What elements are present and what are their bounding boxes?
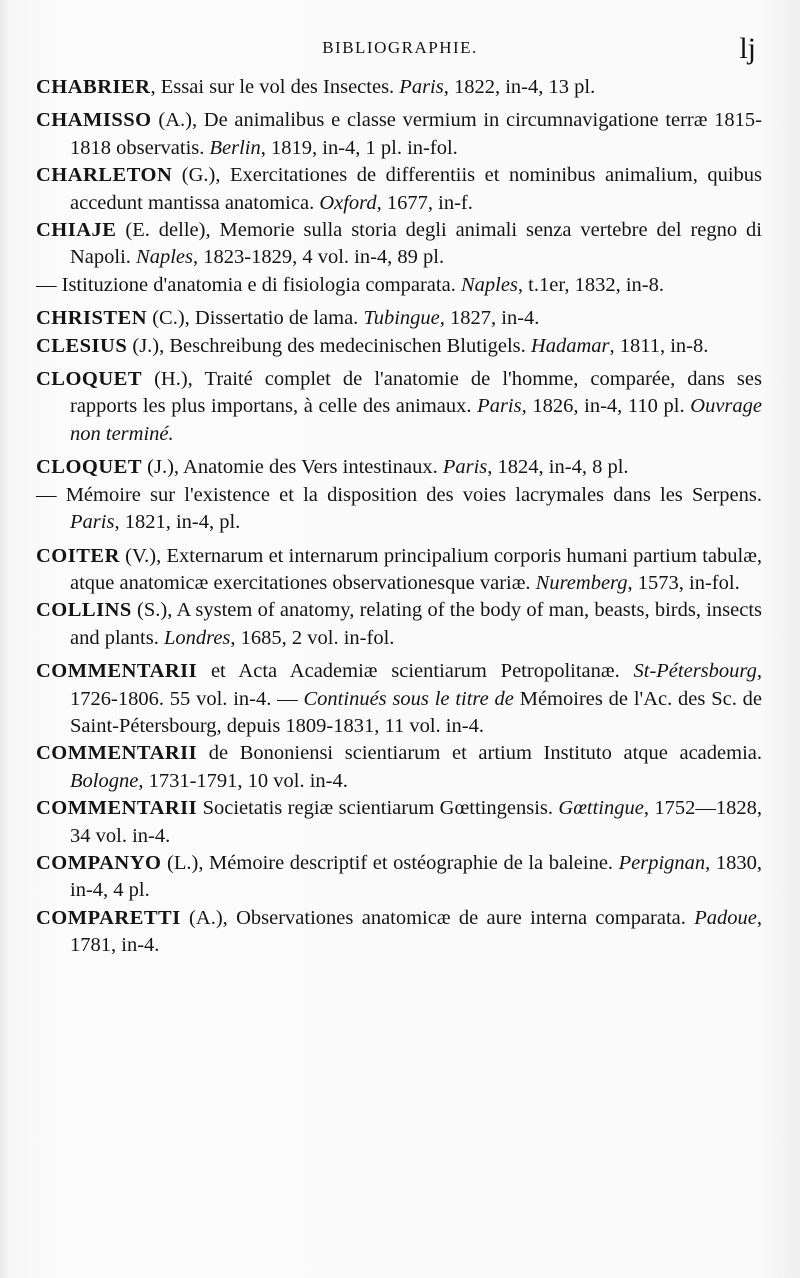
entry-rest: , 1830, in-4, 4 pl. [70,851,762,902]
entry-place: Tubingue [363,307,440,330]
entry-text: (J.), Anatomie des Vers intestinaux. [142,456,443,479]
entry-place: Hadamar [530,334,610,357]
entry-place: Gœttingue [558,797,644,820]
bibliography-entry [36,597,762,652]
entry-rest: , 1752—1828, 34 vol. in-4. [70,797,763,847]
entry-rest: , 1677, in-f. [376,191,473,214]
entry-rest: , 1573, in-fol. [627,571,740,594]
bibliography-entry [36,333,762,360]
bibliography-entry [36,74,762,101]
bibliography-entry [36,658,762,740]
entry-rest: , t.1er, 1832, in-8. [517,273,664,296]
entry-place: Nuremberg [535,571,628,594]
entry-author: CHAMISSO [36,109,152,132]
entry-author: CLOQUET [36,368,143,391]
entry-rest: , 1781, in-4. [70,906,762,957]
bibliography-entry [36,454,762,481]
entry-text: (L.), Mémoire descriptif et ostéographie de la baleine. [161,851,619,874]
entry-place: Paris [399,76,444,98]
entry-author: COLLINS [36,599,132,622]
entry-author: COITER [36,544,120,567]
entry-rest: , 1821, in-4, pl. [114,511,241,534]
bibliography-entry [36,850,762,905]
entry-place: Padoue [694,906,757,929]
entry-rest: , 1685, 2 vol. in-fol. [230,626,395,649]
entry-author: COMMENTARII [36,797,198,820]
entry-text: (A.), Observationes anatomicæ de aure interna comparata. [180,906,695,929]
bibliography-entry [36,107,762,162]
entry-author: CHRISTEN [36,307,148,330]
entry-place: Naples [460,273,518,296]
bibliography-entry [36,162,762,217]
entry-place: Londres [163,626,231,649]
entry-text: (C.), Dissertatio de lama. [147,307,364,330]
entry-rest: , 1824, in-4, 8 pl. [487,456,629,479]
entry-place: Berlin [209,136,261,159]
signature-mark: lj [739,32,756,65]
entry-text: (J.), Beschreibung des medecinischen Blutigels. [127,334,531,357]
entry-text: , Essai sur le vol des Insectes. [150,76,400,98]
entry-author: COMMENTARII [36,660,198,683]
entry-text: de Bononiensi scientiarum et artium Instituto atque academia. [197,742,762,765]
entry-rest: , 1823-1829, 4 vol. in-4, 89 pl. [193,246,445,269]
entry-author: COMPARETTI [36,906,181,929]
entry-author: CLOQUET [36,456,143,479]
entry-place: Naples [136,246,193,269]
entry-text: et Acta Academiæ scientiarum Petropolitanæ. [197,660,634,683]
entry-text: (G.), Exercitationes de differentiis et nominibus animalium, quibus accedunt mantissa anatomica. [70,164,762,214]
entry-place: Oxford [319,191,377,214]
bibliography-entry [36,272,762,299]
bibliography-entry [36,543,762,598]
entry-rest: , 1731-1791, 10 vol. in-4. [138,769,348,792]
entry-author: COMPANYO [36,851,162,874]
entry-tail: Mémoires de l'Ac. des Sc. de Saint-Pétersbourg, depuis 1809-1831, 11 vol. in-4. [70,687,762,737]
entry-place: Paris [477,395,522,418]
entry-note: Ouvrage non terminé. [70,395,762,445]
entry-place: Perpignan [618,851,706,874]
page-header [0,32,800,66]
entry-text: (A.), De animalibus e classe vermium in circumnavigatione terræ 1815-1818 observatis. [70,109,762,159]
entry-rest: , 1819, in-4, 1 pl. in-fol. [260,136,458,159]
entry-note: Continués sous le titre de [303,687,514,710]
entry-author: CHIAJE [36,219,117,242]
entry-place: Bologne [70,769,139,792]
entry-text: Mémoire sur l'existence et la disposition des voies lacrymales dans les Serpens. [56,483,762,506]
entry-rest: , 1822, in-4, 13 pl. [443,76,596,98]
running-head: BIBLIOGRAPHIE. [322,38,478,57]
entry-rest: , 1811, in-8. [609,334,709,357]
entry-rest: , 1726-1806. 55 vol. in-4. — [70,660,762,710]
entry-text: (S.), A system of anatomy, relating of the body of man, beasts, birds, insects and plants. [70,599,762,649]
bibliography-entry [36,740,762,795]
entry-text: (H.), Traité complet de l'anatomie de l'homme, comparée, dans ses rapports les plus importans, à celle des animaux. [70,368,762,418]
bibliography-entry [36,305,762,332]
bibliography-entry [36,795,762,850]
entry-author: CHARLETON [36,164,173,187]
entry-dash: — [36,273,57,296]
entry-author: CHABRIER [36,76,151,98]
bibliography-entry [36,366,762,448]
bibliography-list [36,74,762,960]
entry-rest: , 1827, in-4. [439,307,540,330]
entry-dash: — [36,483,57,506]
entry-rest: , 1826, in-4, 110 pl. [521,395,691,418]
bibliography-entry [36,905,762,960]
entry-text: Istituzione d'anatomia e di fisiologia comparata. [56,273,461,296]
bibliography-entry [36,482,762,537]
entry-place: Paris [442,456,488,479]
entry-author: CLESIUS [36,334,128,357]
entry-place: Paris [70,511,115,534]
entry-text: (E. delle), Memorie sulla storia degli animali senza vertebre del regno di Napoli. [70,219,762,269]
entry-author: COMMENTARII [36,742,198,765]
entry-text: (V.), Externarum et internarum principalium corporis humani partium tabulæ, atque anatomicæ exercitationes observationesque variæ. [70,544,762,594]
bibliography-entry [36,217,762,272]
entry-place: St-Pétersbourg [633,660,757,683]
entry-text: Societatis regiæ scientiarum Gœttingensis. [197,797,559,820]
